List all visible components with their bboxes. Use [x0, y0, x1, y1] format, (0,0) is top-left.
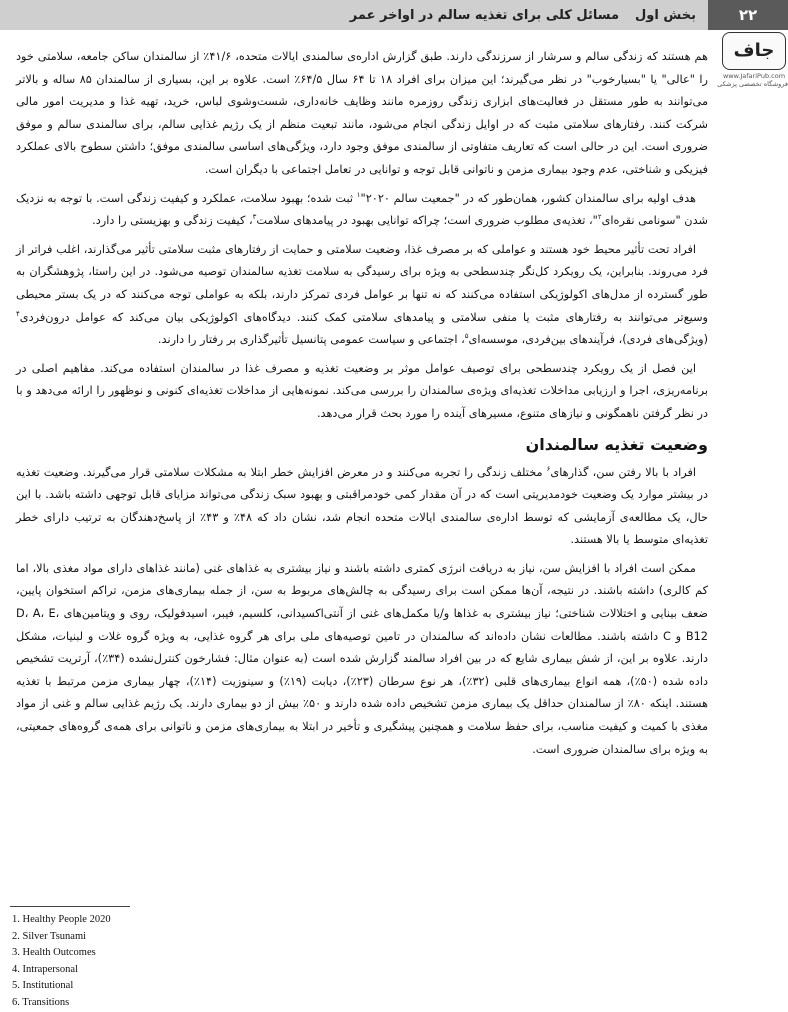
footnotes [12, 912, 111, 1011]
footnote-4: 4. Intrapersonal [12, 963, 78, 975]
publisher-logo: جاف [722, 32, 786, 70]
running-title [350, 0, 696, 30]
publisher-url: www.JafariPub.com [722, 72, 786, 80]
paragraph-2-text-d: ، کیفیت زندگی و بهزیستی را دارد. [92, 214, 253, 228]
paragraph-6: ممکن است افراد با افزایش سن، نیاز به دریافت انرژی کمتری داشته باشند و نیاز بیشتری به غذاهای غنی (مانند غذاهای دارای مواد مغذی بالا، اما کم کالری) داشته باشند. در نتیجه، آن‌ها ممکن است برای رسیدگی به چالش‌های مربوط به سن، از جمله بیماری‌های مزمن، تراکم استخوان پایین، ضعف بینایی و اختلالات شناختی؛ نیاز بیشتری به غذاها و/یا مکمل‌های غنی از آنتی‌اکسیدانی، کلسیم، فیبر، اسیدفولیک، روی و ویتامین‌های D، A، E، B12 و C داشته باشند. مطالعات نشان داده‌اند که سالمندان در تامین توصیه‌های ملی برای هر گروه غذایی، به ویژه گروه غلات و لبنیات، مشکل دارند. علاوه بر این، از شش بیماری شایع که در بین افراد سالمند گزارش شده است (به عنوان مثال: فشارخون کنترل‌نشده (۳۴٪)، آرتریت تشخیص داده شده (۵۰٪)، همه انواع بیماری‌های قلبی (۳۲٪)، هر نوع سرطان (۲۳٪)، دیابت (۱۹٪) و سینوزیت (۱۴٪)، چهار بیماری مزمن مرتبط با تغذیه هستند. اینکه ۸۰٪ از سالمندان حداقل یک بیماری مزمن تشخیص داده شده دارند و ۵۰٪ بیش از دو بیماری دارند. یک رژیم غذایی سالم و غنی از مواد مغذی با کمیت و کیفیت مناسب، برای حفظ سلامت و همچنین پیشگیری و تأخیر در ابتلا به بیماری‌های مزمن و ناتوانی برای همه‌ی گروه‌های جمعیتی، به ویژه برای سالمندان ضروری است. [16, 561, 708, 756]
paragraph-3-text-a: افراد تحت تأثیر محیط خود هستند و عواملی که بر مصرف غذا، وضعیت سلامتی و حمایت از رفتارهای مثبت سلامتی تأثیر می‌گذارند، اغلب فراتر از فرد می‌روند. بنابراین، یک رویکرد کل‌نگر چندسطحی به ویژه برای رسیدگی به سلامت تغذیه سالمندان توصیه می‌شود. در این راستا، پژوهشگران به طور گسترده از مدل‌های اکولوژیکی استفاده می‌کنند که نه تنها بر عوامل فردی تمرکز دارند، بلکه به عواملی توجه می‌کنند که در یک بستر محیطی وسیع‌تر می‌توانند به رفتارهای مثبت یا منفی سلامتی و پیامدهای سلامتی کمک کنند. دیدگاه‌های اکولوژیکی بیان می‌کند که عوامل درون‌فردی [16, 242, 708, 324]
paragraph-3 [16, 239, 708, 352]
paragraph-3-text-b: (ویژگی‌های فردی)، فرآیندهای بین‌فردی، موسسه‌ای [468, 333, 708, 347]
paragraph-2-text-a: هدف اولیه برای سالمندان کشور، همان‌طور که در "جمعیت سالم ۲۰۲۰" [360, 191, 696, 205]
body-text [16, 46, 708, 767]
footnote-ref-4: ۴ [16, 309, 20, 318]
footnote-ref-2: ۲ [597, 213, 602, 222]
paragraph-5-text-a: افراد با بالا رفتن سن، گذارهای [550, 465, 697, 479]
paragraph-2-text-c: "، تغذیه‌ی مطلوب ضروری است؛ چراکه توانایی بهبود در پیامدهای سلامت [256, 214, 598, 228]
page-number: ۲۲ [708, 0, 788, 30]
footnote-ref-1: ۱ [356, 190, 361, 199]
section-heading: وضعیت تغذیه سالمندان [525, 434, 708, 454]
paragraph-5-text-b: مختلف زندگی را تجربه می‌کنند و در معرض افزایش خطر ابتلا به مشکلات سلامتی قرار می‌گیرند. وضعیت تغذیه در بیشتر موارد یک وضعیت خودمدیریتی است که در آن مقدار کمی خودمراقبتی و بهبود سبک زندگی می‌تواند مزایای قابل توجهی داشته باشد. با این حال، یک مطالعه‌ی آزمایشی که توسط اداره‌ی سالمندی ایالات متحده انجام شد، نشان داد که ۴۸٪ و ۴۳٪ از پاسخ‌دهندگان به ترتیب دارای خطر تغذیه‌ای متوسط یا بالا هستند. [16, 465, 708, 547]
footnote-ref-3: ۳ [252, 213, 257, 222]
publisher-watermark [717, 30, 788, 94]
footnote-3: 3. Health Outcomes [12, 947, 96, 958]
publisher-store: فروشگاه تخصصی پزشکی [717, 80, 788, 88]
footnote-1: 1. Healthy People 2020 [12, 914, 111, 925]
footnote-6: 6. Transitions [12, 996, 70, 1008]
page-header [0, 0, 788, 30]
footnote-5: 5. Institutional [12, 980, 74, 991]
paragraph-2 [16, 188, 708, 233]
paragraph-4: این فصل از یک رویکرد چندسطحی برای توصیف عوامل موثر بر وضعیت تغذیه و مصرف غذا در سالمندان استفاده می‌کند. مفاهیم اصلی در برنامه‌ریزی، اجرا و ارزیابی مداخلات تغذیه‌ای ویژه‌ی سالمندان را بررسی می‌کند. نمونه‌هایی از مداخلات تغذیه‌ای کنونی و نوظهور را ارائه می‌دهد و با در نظر گرفتن ناهمگونی و نیازهای متنوع، مسیرهای آینده را مورد بحث قرار می‌دهد. [16, 361, 708, 420]
chapter-title: مسائل کلی برای تغذیه سالم در اواخر عمر [349, 7, 620, 23]
footnote-ref-6: ۶ [546, 464, 551, 473]
footnote-ref-5: ۵ [464, 332, 469, 341]
footnote-2: 2. Silver Tsunami [12, 930, 87, 942]
paragraph-2-text-b: ثبت شده؛ بهبود سلامت، عملکرد و کیفیت زندگی است. با توجه به نزدیک شدن "سونامی نقره‌ای [16, 191, 708, 228]
paragraph-1: هم هستند که زندگی سالم و سرشار از سرزندگی دارند. طبق گزارش اداره‌ی سالمندی ایالات متحده، ۴۱/۶٪ از سالمندان ساکن جامعه، سلامتی خود را "عالی" یا "بسیارخوب" در نظر می‌گیرند؛ این میزان برای افراد ۱۸ تا ۶۴ سال ۶۴/۵٪ است. علاوه بر این، بسیاری از سالمندان ۸۵ ساله و بالاتر می‌توانند به طور مستقل در فعالیت‌های ابزاری زندگی روزمره مانند وظایف خانه‌داری، شست‌وشوی لباس، خرید، تهیه غذا و مدیریت امور مالی شرکت کنند. رفتارهای سلامتی مثبت که در اوایل زندگی انجام می‌شود، مانند تبعیت منظم از یک رژیم غذایی سالم، برای سالمندی سالم و موفق ضروری است. این در حالی است که تعاریف متفاوتی از سالمندی موفق وجود دارد، ویژگی‌های اساسی سالمندی موفق؛ داشتن سطوح بالای عملکرد فیزیکی و شناختی، عدم وجود بیماری مزمن و ناتوانی قابل توجه و توانایی در تعامل اجتماعی با دیگران است. [16, 50, 708, 176]
section-label: بخش اول [635, 7, 696, 23]
paragraph-3-text-c: ، اجتماعی و سیاست عمومی پتانسیل تأثیرگذاری بر رفتار را دارند. [157, 333, 465, 347]
footnote-divider [10, 906, 130, 907]
paragraph-5 [16, 462, 708, 552]
